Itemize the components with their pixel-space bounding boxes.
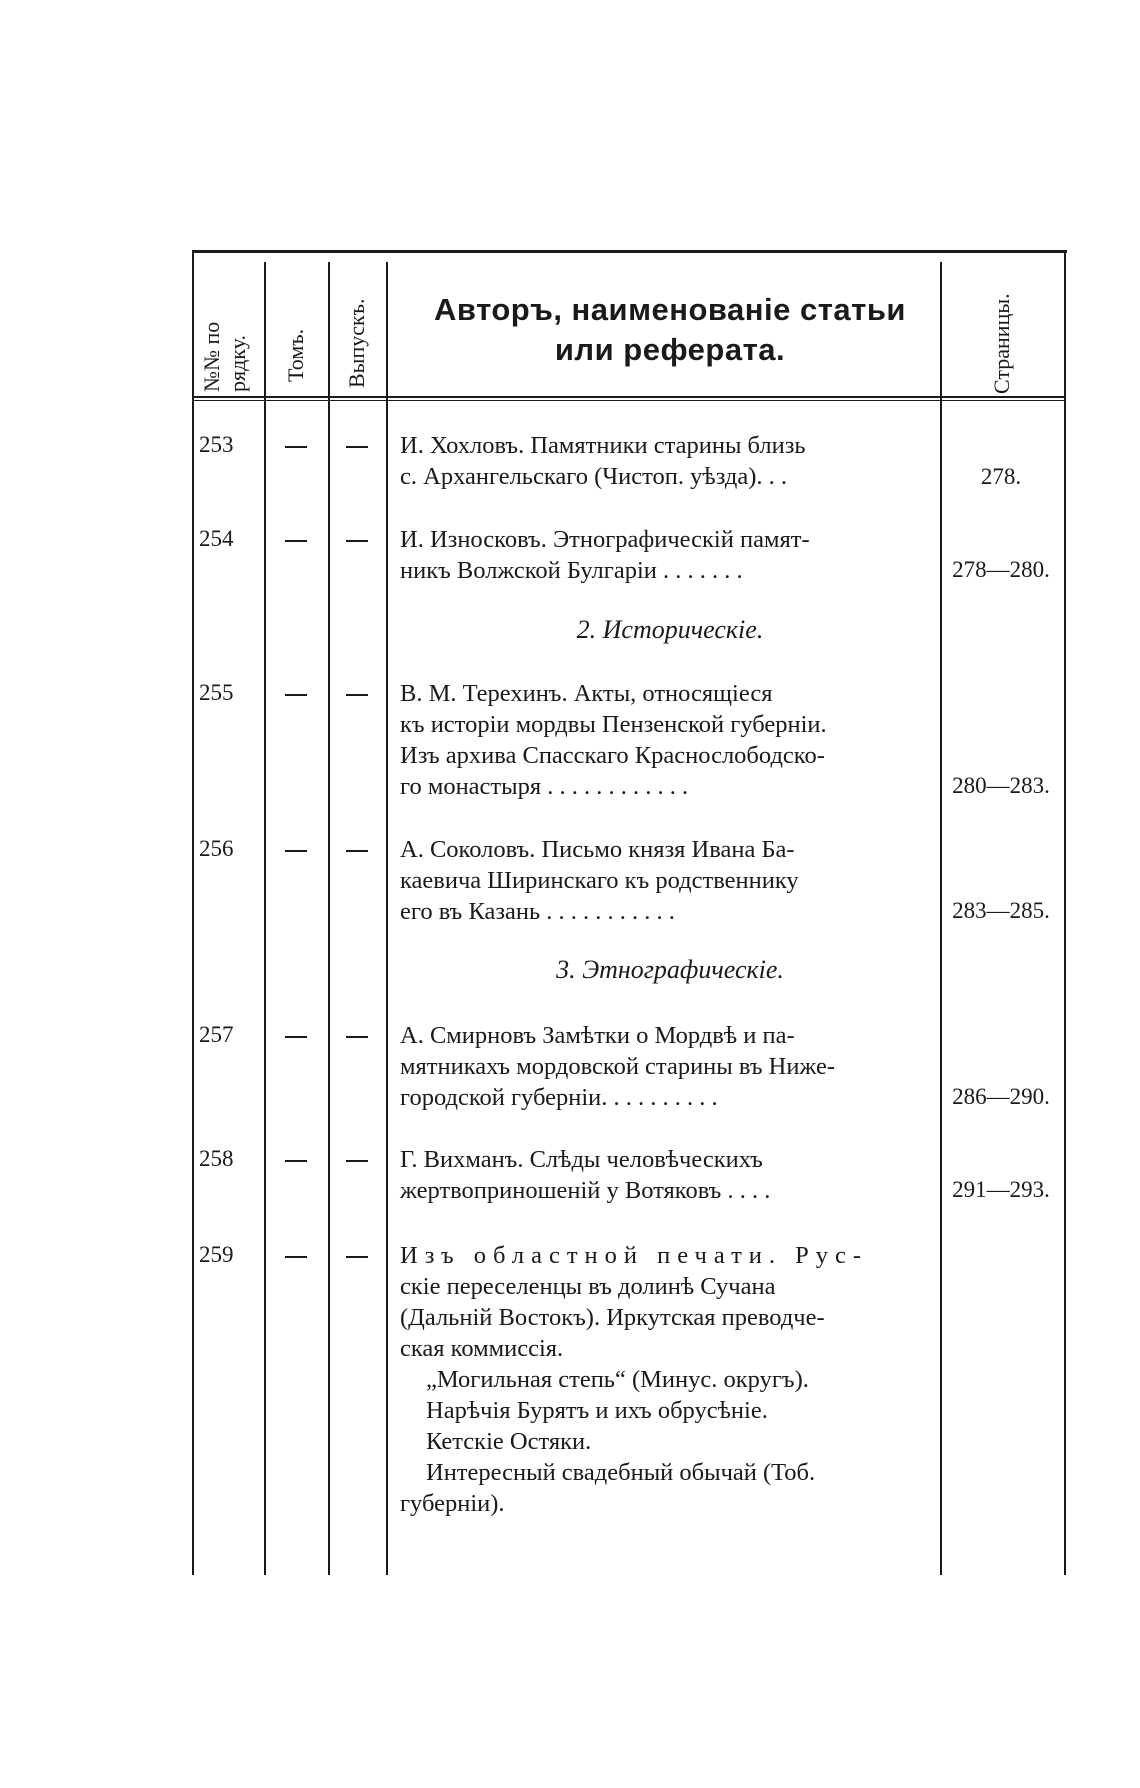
entry-line: А. Смирновъ Замѣтки о Мордвѣ и па- xyxy=(400,1022,795,1049)
volume-dash xyxy=(285,694,307,696)
page-range: 278. xyxy=(980,464,1022,489)
entry-line: каевича Ширинскаго къ родственнику xyxy=(400,867,799,894)
header-bottom-rule xyxy=(192,396,1066,398)
row-number: 257 xyxy=(199,1022,234,1047)
issue-dash xyxy=(346,446,368,448)
entry-line: жертвоприношеній у Вотяковъ . . . . xyxy=(400,1177,771,1204)
entry-line: мятникахъ мордовской старины въ Ниже- xyxy=(400,1053,836,1080)
header-col-number: №№ по рядку. xyxy=(199,321,250,392)
entry-255 xyxy=(400,678,930,802)
issue-dash xyxy=(346,1036,368,1038)
volume-dash xyxy=(285,540,307,542)
issue-dash xyxy=(346,1256,368,1258)
table-right-border xyxy=(1064,250,1066,1575)
table-left-border xyxy=(192,250,194,1575)
entry-line: с. Архангельскаго (Чистоп. уѣзда). . . xyxy=(400,463,788,490)
entry-line: его въ Казань . . . . . . . . . . . xyxy=(400,898,675,925)
entry-line: Изъ областной печати. Рус- xyxy=(400,1242,869,1269)
column-divider xyxy=(264,262,266,1575)
header-col-title xyxy=(400,290,940,370)
row-number: 259 xyxy=(199,1242,234,1267)
entry-line: го монастыря . . . . . . . . . . . . xyxy=(400,773,689,800)
header-title-line1: Авторъ, наименованіе статьи xyxy=(434,292,906,327)
entry-line: И. Хохловъ. Памятники старины близь xyxy=(400,432,806,459)
entry-line: городской губерніи. . . . . . . . . . xyxy=(400,1084,718,1111)
entry-253 xyxy=(400,430,930,492)
row-number: 254 xyxy=(199,526,234,551)
volume-dash xyxy=(285,1256,307,1258)
issue-dash xyxy=(346,850,368,852)
volume-dash xyxy=(285,850,307,852)
table-top-border xyxy=(192,250,1067,253)
entry-line: къ исторіи мордвы Пензенской губерніи. xyxy=(400,711,827,738)
volume-dash xyxy=(285,1036,307,1038)
entry-259 xyxy=(400,1240,930,1519)
entry-256 xyxy=(400,834,930,927)
entry-258 xyxy=(400,1144,930,1206)
column-divider xyxy=(386,262,388,1575)
row-number: 256 xyxy=(199,836,234,861)
entry-line: Нарѣчія Бурятъ и ихъ обрусѣніе. xyxy=(426,1397,768,1424)
section-heading-historical: 2. Историческіе. xyxy=(576,615,764,644)
page-range: 280—283. xyxy=(952,773,1050,798)
volume-dash xyxy=(285,446,307,448)
header-title-line2: или реферата. xyxy=(554,332,786,367)
header-bottom-rule xyxy=(192,400,1066,401)
entry-line: ская коммиссія. xyxy=(400,1335,564,1362)
entry-line: (Дальній Востокъ). Иркутская преводче- xyxy=(400,1304,825,1331)
issue-dash xyxy=(346,540,368,542)
entry-line: никъ Волжской Булгаріи . . . . . . . xyxy=(400,557,743,584)
entry-line: А. Соколовъ. Письмо князя Ивана Ба- xyxy=(400,836,795,863)
volume-dash xyxy=(285,1160,307,1162)
header-col-volume: Томъ. xyxy=(283,328,308,382)
entry-line: „Могильная степь“ (Минус. округъ). xyxy=(426,1366,809,1393)
entry-line: Кетскіе Остяки. xyxy=(426,1428,592,1455)
entry-257 xyxy=(400,1020,930,1113)
issue-dash xyxy=(346,1160,368,1162)
entry-line: Интересный свадебный обычай (Тоб. xyxy=(426,1459,816,1486)
row-number: 255 xyxy=(199,680,234,705)
row-number: 258 xyxy=(199,1146,234,1171)
page-range: 286—290. xyxy=(952,1084,1050,1109)
entry-254 xyxy=(400,524,930,586)
page-range: 278—280. xyxy=(952,557,1050,582)
entry-line: Изъ архива Спасскаго Краснослободско- xyxy=(400,742,825,769)
entry-line: Г. Вихманъ. Слѣды человѣческихъ xyxy=(400,1146,763,1173)
header-col-issue: Выпускъ. xyxy=(344,298,369,388)
row-number: 253 xyxy=(199,432,234,457)
column-divider xyxy=(328,262,330,1575)
entry-line: скіе переселенцы въ долинѣ Сучана xyxy=(400,1273,776,1300)
page-range: 291—293. xyxy=(952,1177,1050,1202)
issue-dash xyxy=(346,694,368,696)
entry-line: В. М. Терехинъ. Акты, относящіеся xyxy=(400,680,773,707)
entry-line: И. Износковъ. Этнографическій памят- xyxy=(400,526,810,553)
entry-line: губерніи). xyxy=(400,1490,505,1517)
header-col-pages: Страницы. xyxy=(989,293,1014,394)
section-heading-ethnographic: 3. Этнографическіе. xyxy=(556,955,784,984)
page-range: 283—285. xyxy=(952,898,1050,923)
